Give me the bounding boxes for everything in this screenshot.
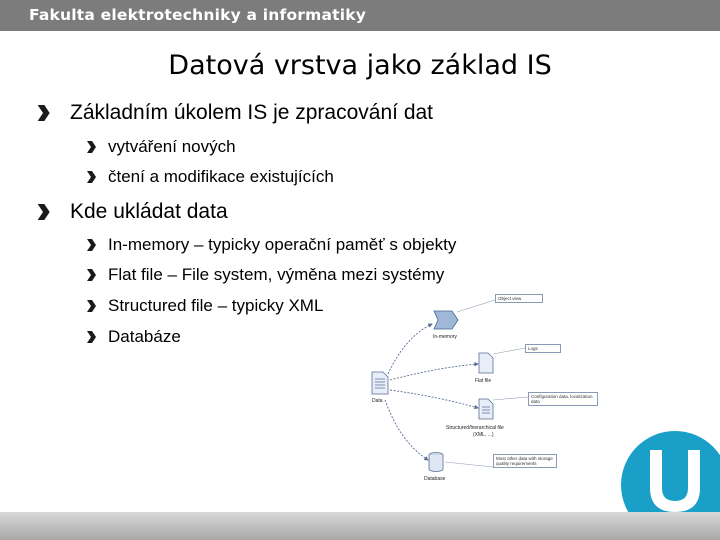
in-memory-icon [432,309,460,331]
faculty-title: Fakulta elektrotechniky a informatiky [29,6,367,24]
slide-title: Datová vrstva jako základ IS [168,50,552,81]
bullet-1 [36,101,433,125]
data-label: Data [372,398,383,404]
bullet-text: In-memory – typicky operační paměť s objekty [108,235,457,254]
bullet-arrow-icon [86,269,96,281]
footer-bar [0,512,720,540]
bullet-arrow-icon [36,105,50,121]
data-storage-diagram [360,282,610,502]
bullet-text: Structured file – typicky XML [108,296,324,315]
callout-config: Configuration data, localization data [528,392,598,406]
bullet-arrow-icon [86,331,96,343]
structured-file-icon [478,398,494,420]
flat-file-label: Flat file [475,378,492,384]
bullet-2 [36,200,228,224]
bullet-text: čtení a modifikace existujících [108,167,334,186]
bullet-text: Základním úkolem IS je zpracování dat [70,101,434,124]
callout-other: Most other data with storage quality requirements [493,454,557,468]
bullet-arrow-icon [86,239,96,251]
header-bar [0,0,720,31]
bullet-2-1 [86,235,456,255]
database-label: Database [424,476,446,482]
bullet-2-3 [86,296,323,316]
bullet-arrow-icon [36,204,50,220]
bullet-arrow-icon [86,141,96,153]
bullet-text: Kde ukládat data [70,200,228,223]
bullet-1-1 [86,137,236,157]
data-document-icon [371,371,389,395]
bullet-1-2 [86,167,334,187]
bullet-arrow-icon [86,171,96,183]
bullet-arrow-icon [86,300,96,312]
bullet-text: Flat file – File system, výměna mezi systémy [108,265,445,284]
database-icon [428,452,444,472]
structured-file-label: Structured/hierarchical file [446,425,504,431]
callout-object-view: Object view [495,294,543,303]
in-memory-label: In-memory [433,334,457,340]
bullet-text: vytváření nových [108,137,236,156]
bullet-text: Databáze [108,327,181,346]
flat-file-icon [478,352,494,374]
callout-logs: Logs [525,344,561,353]
structured-file-sublabel: (XML, ...) [473,432,494,438]
bullet-2-4 [86,327,181,347]
